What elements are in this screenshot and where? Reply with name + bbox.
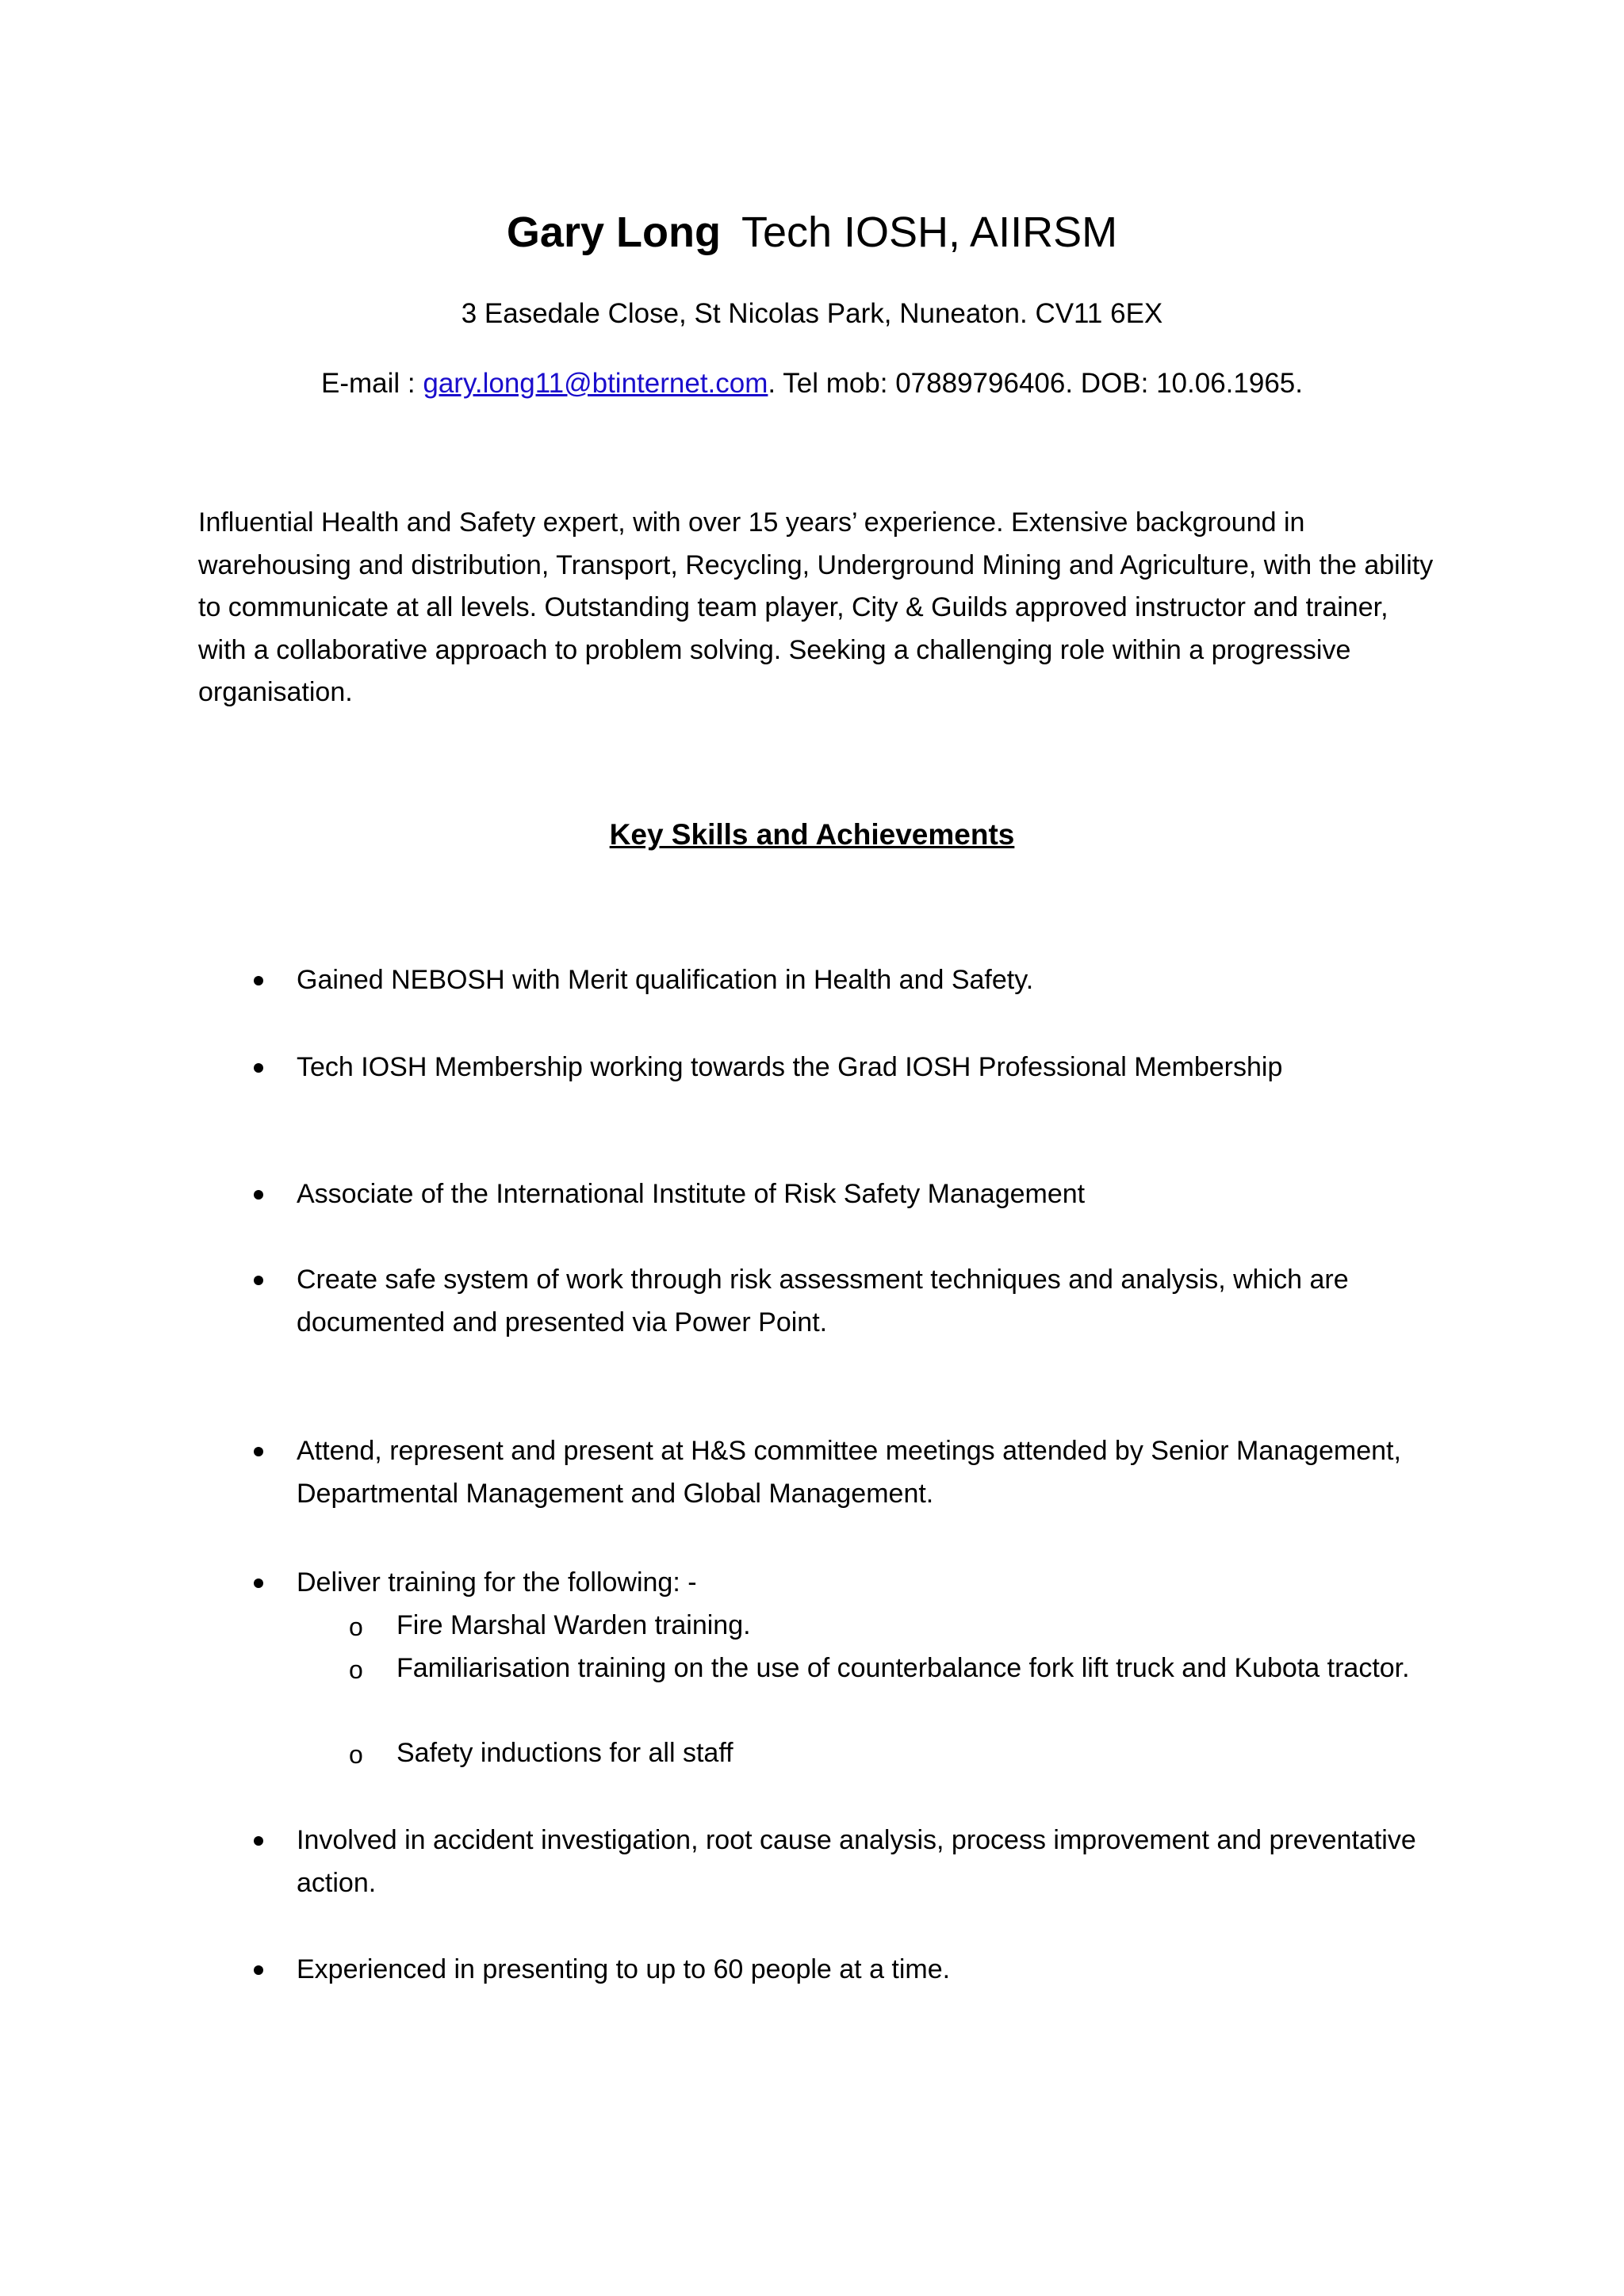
training-sub-item <box>341 1647 1435 1690</box>
bullet-dot-icon <box>254 1965 263 1975</box>
skill-item <box>246 1430 1435 1515</box>
skill-item <box>246 1173 1435 1216</box>
bullet-dot-icon <box>254 1276 263 1285</box>
skill-item-text: Create safe system of work through risk assessment techniques and analysis, which are documented and presented via Power Point. <box>297 1265 1349 1337</box>
section-heading-key-skills: Key Skills and Achievements <box>609 818 1015 851</box>
skill-item <box>246 1047 1435 1089</box>
bullet-dot-icon <box>254 1447 263 1456</box>
skill-item <box>246 1259 1435 1344</box>
circle-bullet-icon: o <box>349 1613 363 1641</box>
skill-item-text: Attend, represent and present at H&S committee meetings attended by Senior Management, Departmental Management and Global Management. <box>297 1436 1401 1509</box>
email-link[interactable]: gary.long11@btinternet.com <box>423 368 768 399</box>
training-sub-item-text: Fire Marshal Warden training. <box>396 1610 751 1640</box>
bullet-dot-icon <box>254 976 263 985</box>
skill-item <box>246 1562 1435 1605</box>
phone-dob-text: . Tel mob: 07889796406. DOB: 10.06.1965. <box>768 368 1303 399</box>
contact-line <box>0 365 1624 403</box>
skill-item-text: Associate of the International Institute of Risk Safety Management <box>297 1179 1086 1209</box>
skill-item-text: Deliver training for the following: - <box>297 1567 697 1598</box>
bullet-dot-icon <box>254 1190 263 1200</box>
skill-item <box>246 959 1435 1002</box>
email-label: E-mail : <box>321 368 416 399</box>
training-sub-item <box>341 1605 1435 1647</box>
bullet-dot-icon <box>254 1063 263 1073</box>
training-sub-item <box>341 1732 1435 1775</box>
candidate-credentials: Tech IOSH, AIIRSM <box>741 209 1118 256</box>
cv-title <box>0 205 1624 260</box>
training-sub-item-text: Familiarisation training on the use of counterbalance fork lift truck and Kubota tractor. <box>396 1653 1410 1683</box>
skill-item-text: Tech IOSH Membership working towards the Grad IOSH Professional Membership <box>297 1052 1283 1082</box>
skill-item-text: Gained NEBOSH with Merit qualification in Health and Safety. <box>297 965 1034 995</box>
address-line: 3 Easedale Close, St Nicolas Park, Nuneaton. CV11 6EX <box>461 298 1163 329</box>
bullet-dot-icon <box>254 1836 263 1846</box>
skill-item <box>246 1949 1435 1992</box>
profile-summary: Influential Health and Safety expert, with over 15 years’ experience. Extensive background in warehousing and distribution, Transport, Recycling, Underground Mining and Agriculture, with the ability to communicate at all levels. Outstanding team player, City & Guilds approved instructor and trainer, with a collaborative approach to problem solving. Seeking a challenging role within a progressive organisation. <box>198 507 1434 707</box>
circle-bullet-icon: o <box>349 1655 363 1684</box>
bullet-dot-icon <box>254 1578 263 1588</box>
skill-item-text: Experienced in presenting to up to 60 people at a time. <box>297 1954 951 1984</box>
training-sub-item-text: Safety inductions for all staff <box>396 1738 733 1768</box>
circle-bullet-icon: o <box>349 1740 363 1769</box>
skill-item <box>246 1820 1435 1904</box>
candidate-name: Gary Long <box>506 209 721 256</box>
skill-item-text: Involved in accident investigation, root cause analysis, process improvement and preventative action. <box>297 1825 1416 1898</box>
